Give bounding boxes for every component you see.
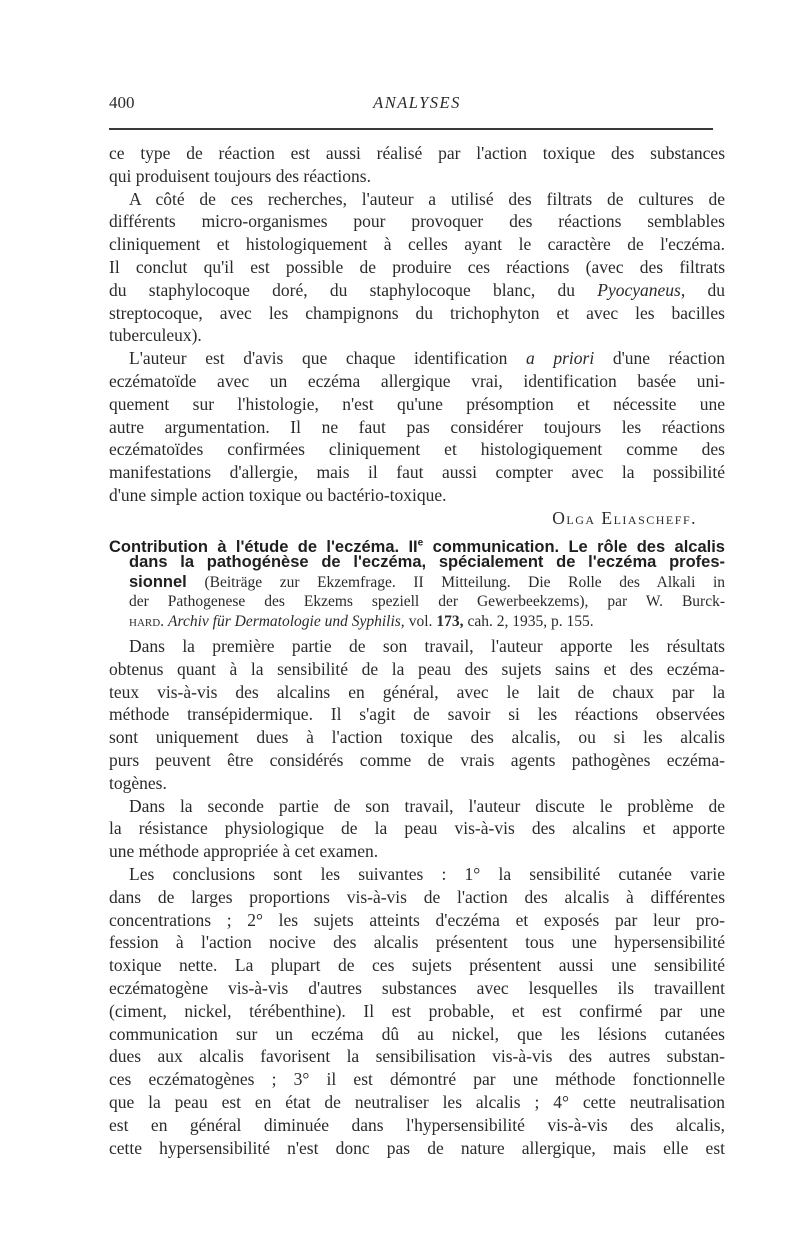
italic-term: a priori xyxy=(525,348,595,369)
citation-text: cah. 2, 1935, p. 155. xyxy=(467,612,594,630)
text-line: ces eczématogènes ; 3° il est démontré par une méthode fonctionnelle xyxy=(109,1069,725,1090)
text-line: manifestations d'allergie, mais il faut aussi compter avec la possibilité xyxy=(109,462,725,483)
article-title-line xyxy=(109,592,725,612)
text-line: Dans la seconde partie de son travail, l'auteur discute le problème de xyxy=(129,795,725,816)
page-number: 400 xyxy=(109,93,135,112)
text-line: dues aux alcalis favorisent la sensibilisation vis-à-vis des autres substan- xyxy=(109,1046,725,1067)
text-line: teux vis-à-vis des alcalins en général, avec le lait de chaux par la xyxy=(109,681,725,702)
text-line: Dans la première partie de son travail, l'auteur apporte les résultats xyxy=(129,636,725,657)
text-line: une méthode appropriée à cet examen. xyxy=(109,841,379,862)
text-line: Il conclut qu'il est possible de produire ces réactions (avec des filtrats xyxy=(109,256,725,277)
italic-term: Pyocyaneus xyxy=(597,279,681,300)
article-citation xyxy=(109,612,725,632)
text-line: quement sur l'histologie, n'est qu'une présomption et nécessite une xyxy=(109,393,725,414)
text-line: ce type de réaction est aussi réalisé par l'action toxique des substances xyxy=(109,143,725,163)
title-text: communication. Le rôle des alcalis xyxy=(432,538,725,557)
article-title-line xyxy=(109,573,725,593)
text-line: la résistance physiologique de la peau vis-à-vis des alcalins et apporte xyxy=(109,818,725,839)
body-text xyxy=(109,142,725,1159)
text-line: eczématogène vis-à-vis d'autres substances avec lesquelles ils travaillent xyxy=(109,978,725,998)
author-signature: Olga Eliascheff. xyxy=(552,507,697,528)
page-header xyxy=(109,93,725,117)
title-superscript: e xyxy=(417,537,424,549)
text-span: L'auteur est d'avis que chaque identification xyxy=(129,348,508,369)
text-span: , du xyxy=(680,279,725,300)
article-title-line xyxy=(109,553,725,573)
text-line: eczématoïdes confirmées cliniquement et histologiquement comme des xyxy=(109,439,725,460)
text-line: d'une simple action toxique ou bactério-toxique. xyxy=(109,484,447,505)
text-line: sont uniquement dues à l'action toxique des alcalis, ou si les alcalis xyxy=(109,727,725,748)
text-line: est en général diminuée dans l'hypersensibilité vis-à-vis des alcalis, xyxy=(109,1114,725,1135)
original-title: (Beiträge zur Ekzemfrage. II Mitteilung. Die Rolle des Alkali in xyxy=(204,573,726,591)
text-line: méthode transépidermique. Il s'agit de savoir si les réactions observées xyxy=(109,704,725,725)
text-line: streptocoque, avec les champignons du trichophyton et avec les bacilles xyxy=(109,302,725,323)
text-line: obtenus quant à la sensibilité de la peau des sujets sains et des eczéma- xyxy=(109,658,725,679)
text-line: A côté de ces recherches, l'auteur a utilisé des filtrats de cultures de xyxy=(129,188,725,209)
text-line: communication sur un eczéma dû au nickel, que les lésions cutanées xyxy=(109,1023,725,1044)
text-line: que la peau est en état de neutraliser les alcalis ; 4° cette neutralisation xyxy=(109,1091,725,1112)
text-line: différents micro-organismes pour provoquer des réactions semblables xyxy=(109,211,725,232)
text-line: fession à l'action nocive des alcalis présentent tous une hypersensibilité xyxy=(109,932,725,953)
text-line: Les conclusions sont les suivantes : 1° la sensibilité cutanée varie xyxy=(129,864,725,885)
text-line: concentrations ; 2° les sujets atteints d'eczéma et exposés par leur pro- xyxy=(109,909,725,930)
article-title-line xyxy=(109,534,725,557)
header-rule xyxy=(109,128,713,130)
running-title: ANALYSES xyxy=(373,93,461,112)
text-span: d'une réaction xyxy=(612,348,725,369)
article-title: dans la pathogénèse de l'eczéma, spécialement de l'eczéma profes- xyxy=(129,553,725,572)
original-title: der Pathogenese des Ekzems speziell der Gewerbeekzems), par W. Burck- xyxy=(129,593,725,611)
text-line: toxique nette. La plupart de ces sujets présentent aussi une sensibilité xyxy=(109,955,725,976)
text-line: cette hypersensibilité n'est donc pas de nature allergique, mais elle est xyxy=(109,1137,725,1158)
text-line: autre argumentation. Il ne faut pas considérer toujours les réactions xyxy=(109,416,725,437)
text-line: (ciment, nickel, térébenthine). Il est probable, et est confirmé par une xyxy=(109,1000,725,1021)
text-line: qui produisent toujours des réactions. xyxy=(109,165,371,186)
text-line: togènes. xyxy=(109,772,167,793)
text-line xyxy=(109,347,725,370)
text-line: eczématoïde avec un eczéma allergique vrai, identification basée uni- xyxy=(109,370,725,391)
volume-number: 173, xyxy=(436,612,464,630)
text-line: cliniquement et histologiquement à celles ayant le caractère de l'eczéma. xyxy=(109,234,725,255)
text-span: du staphylocoque doré, du staphylocoque blanc, du xyxy=(109,279,576,300)
text-line: purs peuvent être considérés comme de vrais agents pathogènes eczéma- xyxy=(109,750,725,771)
article-title: sionnel xyxy=(129,572,187,591)
text-line: dans de larges proportions vis-à-vis de l'action des alcalis à différentes xyxy=(109,886,725,907)
text-line xyxy=(109,279,725,302)
author-name: hard. xyxy=(129,612,165,630)
title-text: Contribution à l'étude de l'eczéma. II xyxy=(109,538,418,557)
journal-name: Archiv für Dermatologie und Syphilis, xyxy=(168,612,405,630)
citation-text: vol. xyxy=(408,612,433,630)
text-line: tuberculeux). xyxy=(109,325,202,346)
